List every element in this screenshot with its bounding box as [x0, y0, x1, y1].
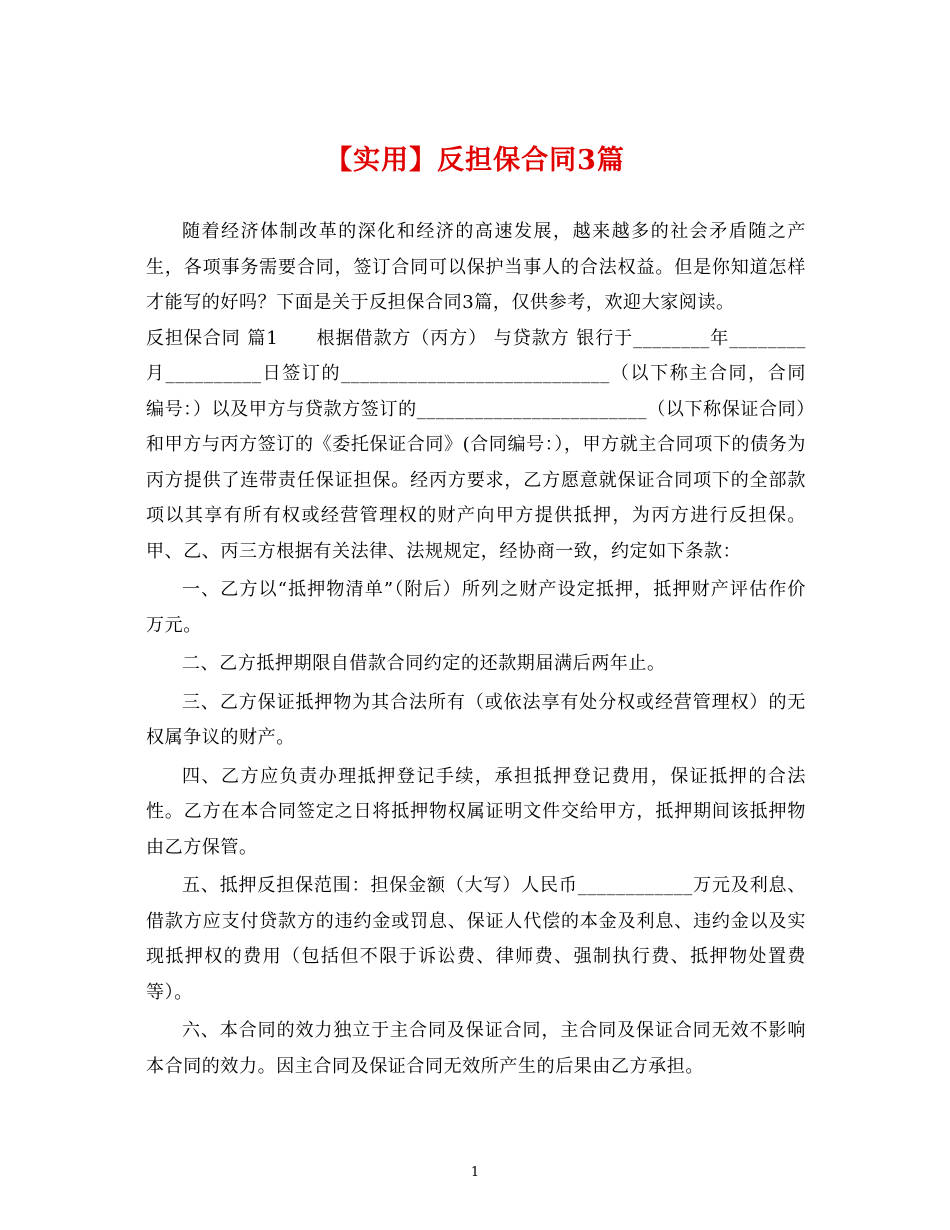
intro-paragraph: 随着经济体制改革的深化和经济的高速发展，越来越多的社会矛盾随之产生，各项事务需要合同，签订合同可以保护当事人的合法权益。但是你知道怎样才能写的好吗？下面是关于反担保合同3篇，仅供参考，欢迎大家阅读。	[146, 221, 806, 313]
clause-4: 四、乙方应负责办理抵押登记手续，承担抵押登记费用，保证抵押的合法性。乙方在本合同签定之日将抵押物权属证明文件交给甲方，抵押期间该抵押物由乙方保管。	[146, 765, 806, 858]
document-body	[146, 214, 806, 1084]
clause-3: 三、乙方保证抵押物为其合法所有（或依法享有处分权或经营管理权）的无权属争议的财产。	[146, 691, 806, 748]
clause-5: 五、抵押反担保范围：担保金额（大写）人民币____________万元及利息、借款方应支付贷款方的违约金或罚息、保证人代偿的本金及利息、违约金以及实现抵押权的费用（包括但不限于诉讼费、律师费、强制执行费、抵押物处置费等）。	[146, 875, 806, 1003]
section-heading-paragraph: 反担保合同 篇1 根据借款方（丙方） 与贷款方 银行于________年________月__________日签订的____________________________（以下称主合同，合同编号：）以及甲方与贷款方签订的________________________（以下称保证合同）和甲方与丙方签订的《委托保证合同》(合同编号：），甲方就主合同项下的债务为丙方提供了连带责任保证担保。经丙方要求，乙方愿意就保证合同项下的全部款项以其享有所有权或经营管理权的财产向甲方提供抵押，为丙方进行反担保。甲、乙、丙三方根据有关法律、法规规定，经协商一致，约定如下条款：	[146, 327, 806, 562]
clause-1: 一、乙方以“抵押物清单”（附后）所列之财产设定抵押，抵押财产评估作价万元。	[146, 579, 806, 636]
page-number: 1	[470, 1165, 480, 1180]
document-title: 【实用】反担保合同3篇	[325, 145, 625, 176]
clause-6: 六、本合同的效力独立于主合同及保证合同，主合同及保证合同无效不影响本合同的效力。因主合同及保证合同无效所产生的后果由乙方承担。	[146, 1020, 806, 1077]
clause-2: 二、乙方抵押期限自借款合同约定的还款期届满后两年止。	[182, 653, 666, 674]
